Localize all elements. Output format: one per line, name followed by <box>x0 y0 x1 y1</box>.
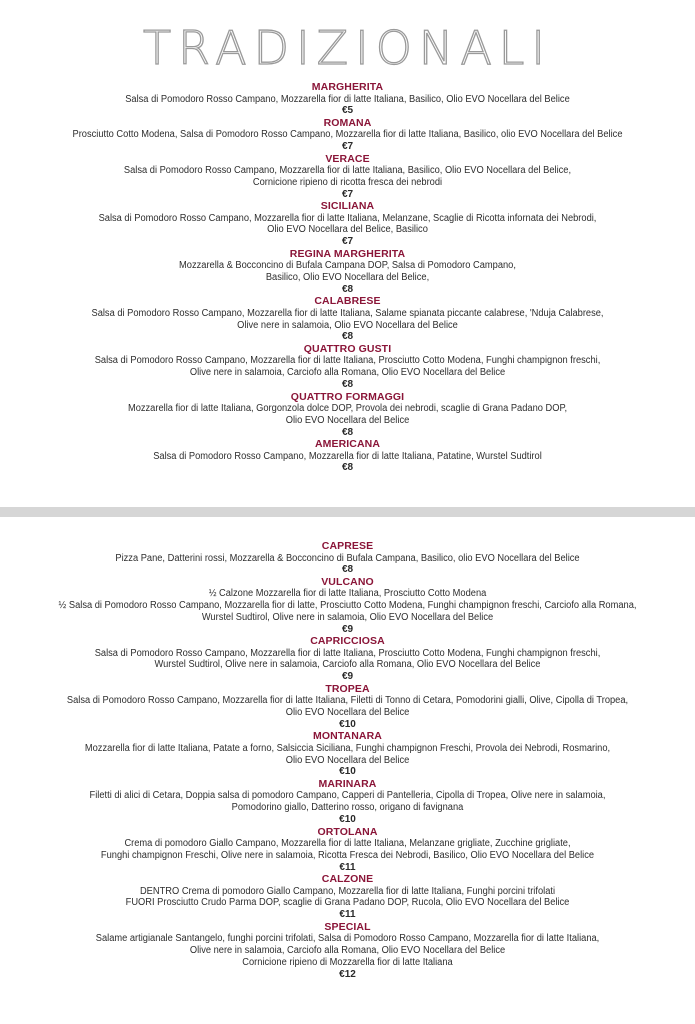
menu-item <box>0 683 695 731</box>
menu-item-name: CAPRESE <box>321 540 374 552</box>
menu-item <box>0 248 695 296</box>
menu-item-price: €12 <box>339 968 356 980</box>
page-title: TRADIZIONALI <box>142 21 552 75</box>
menu-item <box>0 117 695 153</box>
menu-item-description: Salsa di Pomodoro Rosso Campano, Mozzarella fior di latte Italiana, Salame spianata piccante calabrese, 'Nduja Calabrese, Olive nere in salamoia, Olio EVO Nocellara del Belice <box>91 307 604 331</box>
menu-item-price: €7 <box>341 188 354 200</box>
menu-item-description: Salsa di Pomodoro Rosso Campano, Mozzarella fior di latte Italiana, Basilico, Olio EVO Nocellara del Belice <box>125 93 570 105</box>
menu-item-name: AMERICANA <box>314 438 381 451</box>
menu-item <box>0 438 695 474</box>
menu-item-description: Filetti di alici di Cetara, Doppia salsa di pomodoro Campano, Capperi di Pantelleria, Cipolla di Tropea, Olive nere in salamoia, Pomodorino giallo, Datterino rosso, origano di favignana <box>89 790 606 814</box>
menu-item-name: MONTANARA <box>313 730 382 743</box>
menu-item-price: €9 <box>341 623 354 635</box>
menu-item-name: ORTOLANA <box>317 825 378 838</box>
menu-item-price: €8 <box>341 426 354 438</box>
menu-item-description: Salsa di Pomodoro Rosso Campano, Mozzarella fior di latte Italiana, Prosciutto Cotto Modena, Funghi champignon freschi, Olive nere in salamoia, Carciofo alla Romana, Olio EVO Nocellara del Belice <box>94 355 601 379</box>
menu-item <box>0 540 695 576</box>
menu-section-special <box>0 540 695 980</box>
menu-item-name: CAPRICCIOSA <box>310 635 385 648</box>
menu-item-description: Mozzarella fior di latte Italiana, Gorgonzola dolce DOP, Provola dei nebrodi, scaglie di Grana Padano DOP, Olio EVO Nocellara del Belice <box>127 403 568 426</box>
menu-item <box>0 921 695 980</box>
menu-item-name: MARGHERITA <box>311 81 384 93</box>
menu-item-price: €7 <box>341 141 354 153</box>
menu-item-price: €10 <box>339 814 356 826</box>
menu-item-name: QUATTRO FORMAGGI <box>290 390 405 403</box>
menu-item-price: €11 <box>339 909 356 921</box>
menu-item-price: €10 <box>339 718 356 730</box>
menu-item-price: €7 <box>341 236 354 248</box>
menu-item <box>0 576 695 635</box>
menu-item-description: DENTRO Crema di pomodoro Giallo Campano, Mozzarella fior di latte Italiana, Funghi porcini trifolati FUORI Prosciutto Crudo Parma DOP, scaglie di Grana Padano DOP, Rucola, Olio EVO Nocellara del Belice <box>125 885 570 909</box>
menu-item-name: REGINA MARGHERITA <box>289 247 406 260</box>
menu-item-price: €10 <box>339 766 356 778</box>
menu-item-price: €8 <box>341 331 354 343</box>
menu-item-name: SICILIANA <box>320 200 375 213</box>
menu-item-price: €8 <box>341 283 354 295</box>
menu-item <box>0 730 695 778</box>
menu-item <box>0 343 695 391</box>
menu-item-description: ½ Calzone Mozzarella fior di latte Italiana, Prosciutto Cotto Modena ½ Salsa di Pomodoro Rosso Campano, Mozzarella fior di latte, Prosciutto Cotto Modena, Funghi champignon freschi, Carciofo alla Romana, Wurstel Sudtirol, Olive nere in salamoia, Olio EVO Nocellara del Belice <box>58 588 637 623</box>
menu-item-description: Mozzarella & Bocconcino di Bufala Campana DOP, Salsa di Pomodoro Campano, Basilico, Olio EVO Nocellara del Belice, <box>179 260 516 284</box>
menu-item-description: Crema di pomodoro Giallo Campano, Mozzarella fior di latte Italiana, Melanzane grigliate, Zucchine grigliate, Funghi champignon Freschi, Olive nere in salamoia, Ricotta Fresca dei Nebrodi, Basilico, Olio EVO Nocellara del Belice <box>100 838 595 861</box>
menu-item-price: €8 <box>341 564 354 576</box>
menu-item-name: QUATTRO GUSTI <box>303 342 392 355</box>
menu-item <box>0 200 695 248</box>
menu-item-description: Mozzarella fior di latte Italiana, Patate a forno, Salsiccia Siciliana, Funghi champignon Freschi, Provola dei Nebrodi, Rosmarino, Olio EVO Nocellara del Belice <box>84 742 611 766</box>
menu-item-name: VULCANO <box>321 575 374 588</box>
menu-item <box>0 295 695 343</box>
menu-item <box>0 873 695 921</box>
menu-item-name: MARINARA <box>318 777 377 790</box>
menu-item-description: Salsa di Pomodoro Rosso Campano, Mozzarella fior di latte Italiana, Melanzane, Scaglie di Ricotta infornata dei Nebrodi, Olio EVO Nocellara del Belice, Basilico <box>98 212 597 236</box>
menu-item-description: Salame artigianale Santangelo, funghi porcini trifolati, Salsa di Pomodoro Rosso Campano, Mozzarella fior di latte Italiana, Olive nere in salamoia, Carciofo alla Romana, Olio EVO Nocellara del Belice Cornicione ripieno di Mozzarella fior di latte Italiana <box>95 933 600 968</box>
menu-item-description: Salsa di Pomodoro Rosso Campano, Mozzarella fior di latte Italiana, Filetti di Tonno di Cetara, Pomodorini gialli, Olive, Cipolla di Tropea, Olio EVO Nocellara del Belice <box>66 695 629 719</box>
menu-item-name: TROPEA <box>325 682 370 695</box>
menu-item-name: ROMANA <box>323 116 372 129</box>
menu-item-description: Prosciutto Cotto Modena, Salsa di Pomodoro Rosso Campano, Mozzarella fior di latte Italiana, Basilico, olio EVO Nocellara del Belice <box>72 129 623 141</box>
menu-item-name: CALZONE <box>321 873 374 886</box>
menu-item-description: Salsa di Pomodoro Rosso Campano, Mozzarella fior di latte Italiana, Prosciutto Cotto Modena, Funghi champignon freschi, Wurstel Sudtirol, Olive nere in salamoia, Carciofo alla Romana, Olio EVO Nocellara del Belice <box>94 647 601 671</box>
menu-item-price: €8 <box>341 462 354 474</box>
menu-item-description: Salsa di Pomodoro Rosso Campano, Mozzarella fior di latte Italiana, Patatine, Wurstel Sudtirol <box>153 450 542 462</box>
menu-item <box>0 826 695 874</box>
section-divider <box>0 507 695 517</box>
menu-item-price: €8 <box>341 379 354 391</box>
menu-item-description: Pizza Pane, Datterini rossi, Mozzarella & Bocconcino di Bufala Campana, Basilico, olio EVO Nocellara del Belice <box>115 552 580 564</box>
menu-item <box>0 391 695 439</box>
menu-item <box>0 153 695 201</box>
menu-section-tradizionali <box>0 81 695 474</box>
menu-item-name: CALABRESE <box>314 295 381 308</box>
menu-item-name: SPECIAL <box>324 920 371 933</box>
menu-item <box>0 81 695 117</box>
menu-item-price: €11 <box>339 861 356 873</box>
menu-item-price: €5 <box>341 105 354 117</box>
menu-item <box>0 778 695 826</box>
menu-item-name: VERACE <box>325 152 370 165</box>
menu-item <box>0 635 695 683</box>
menu-item-price: €9 <box>341 671 354 683</box>
menu-item-description: Salsa di Pomodoro Rosso Campano, Mozzarella fior di latte Italiana, Basilico, Olio EVO Nocellara del Belice, Cornicione ripieno di ricotta fresca dei nebrodi <box>123 165 572 188</box>
